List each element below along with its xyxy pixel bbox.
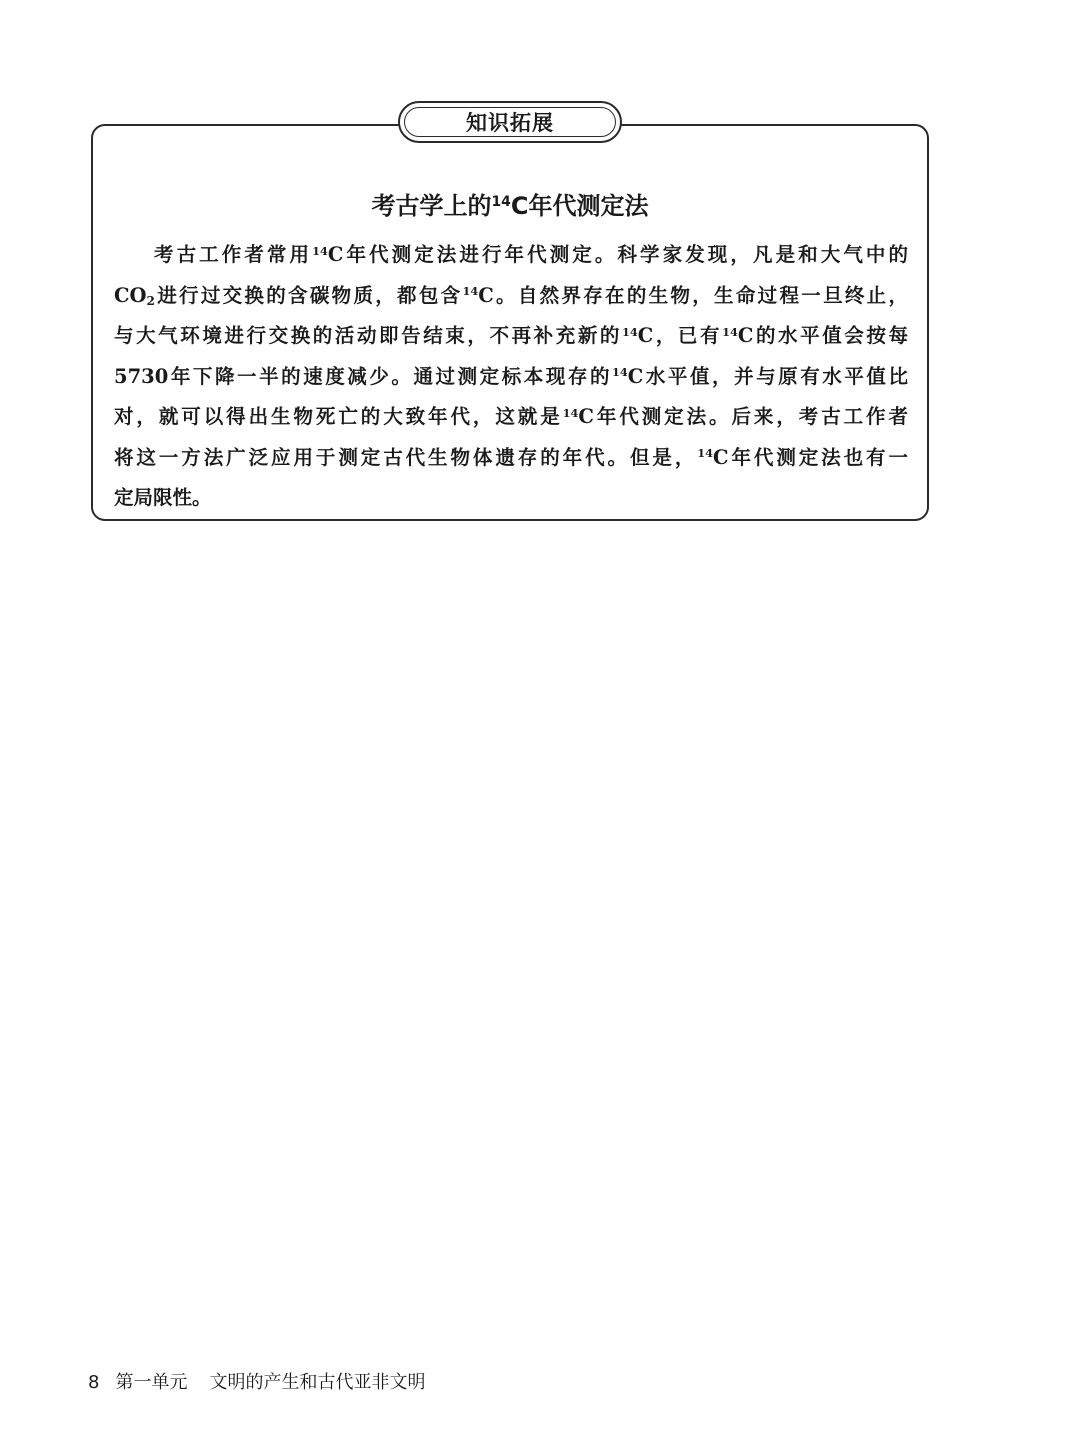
- text-run: C年代测定法进行年代测定。科学家发现，凡是和大气中的: [327, 243, 908, 266]
- body-line-4: [114, 358, 908, 399]
- text-run: 定局限性。: [114, 486, 212, 509]
- text-run: C。自然界存在的生物，生命过程一旦终止，: [478, 283, 908, 307]
- body-line-7: [114, 479, 908, 518]
- body-line-3: [114, 317, 908, 358]
- body-line-1: [114, 236, 908, 277]
- unit-title: 文明的产生和古代亚非文明: [209, 1372, 426, 1393]
- text-run: 5730年下降一半的速度减少。通过测定标本现存的: [114, 364, 613, 388]
- text-run: 与大气环境进行交换的活动即告结束，不再补充新的: [114, 324, 622, 347]
- body-line-5: [114, 398, 908, 439]
- title-text-before: 考古学上的: [371, 192, 492, 220]
- text-run: C年代测定法。后来，考古工作者: [578, 405, 908, 428]
- text-run: C年代测定法也有一: [713, 445, 908, 469]
- text-run: C水平值，并与原有水平值比: [627, 364, 908, 388]
- superscript: 14: [697, 446, 713, 461]
- body-line-6: [114, 439, 908, 480]
- text-run: 对，就可以得出生物死亡的大致年代，这就是: [114, 405, 563, 428]
- text-run: 将这一方法广泛应用于测定古代生物体遗存的年代。但是，: [114, 445, 698, 469]
- superscript: 14: [722, 324, 738, 339]
- superscript: 14: [612, 365, 628, 380]
- superscript: 14: [462, 284, 479, 299]
- superscript: 14: [622, 324, 638, 339]
- subscript: 2: [146, 294, 155, 309]
- title-text-after: C年代测定法: [510, 192, 649, 220]
- title-superscript: 14: [491, 194, 511, 211]
- unit-label: 第一单元: [115, 1372, 188, 1393]
- text-run: C，已有: [637, 324, 723, 347]
- text-run: 考古工作者常用: [154, 243, 313, 266]
- superscript: 14: [562, 405, 579, 420]
- page-number: 8: [88, 1372, 100, 1393]
- article-title: [91, 186, 929, 221]
- page-footer: [88, 1368, 425, 1394]
- section-tab-label: 知识拓展: [466, 111, 554, 135]
- body-line-2: [114, 277, 908, 318]
- article-body: [114, 236, 908, 518]
- text-run: 进行过交换的含碳物质，都包含: [154, 283, 463, 307]
- text-run: C的水平值会按每: [737, 324, 908, 347]
- superscript: 14: [312, 243, 328, 258]
- section-tab: [398, 101, 622, 143]
- text-run: CO: [114, 283, 147, 307]
